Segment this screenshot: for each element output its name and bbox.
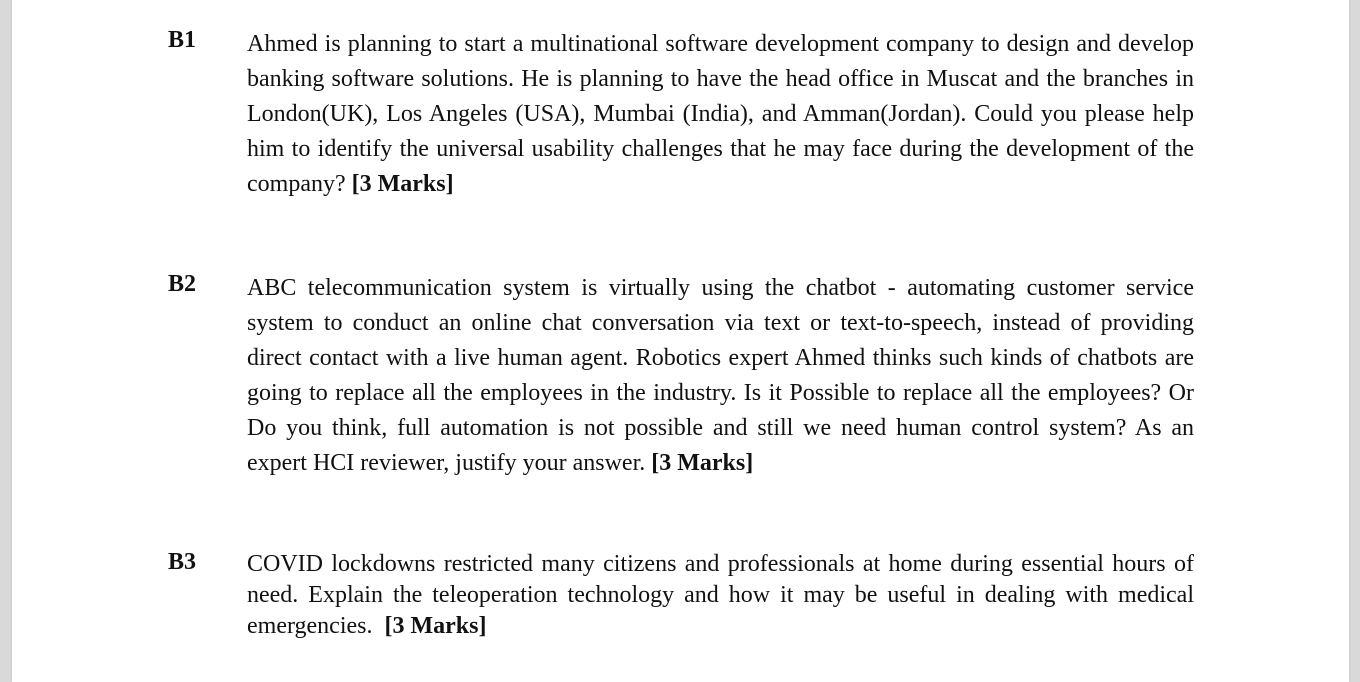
question-text: [247, 271, 1194, 481]
marks-label: [3 Marks]: [384, 613, 487, 639]
question-label: B3: [168, 549, 197, 575]
marks-label: [3 Marks]: [651, 450, 754, 476]
question-body: ABC telecommunication system is virtually using the chatbot - automating customer service system to conduct an online chat conversation via text or text-to-speech, instead of providing direct contact with a live human agent. Robotics expert Ahmed thinks such kinds of chatbots are going to replace all the employees in the industry. Is it Possible to replace all the employees? Or Do you think, full automation is not possible and still we need human control system? As an expert HCI reviewer, justify your answer.: [247, 275, 1194, 476]
question-label: B1: [168, 27, 197, 53]
marks-label: [3 Marks]: [351, 171, 454, 197]
question-text: [247, 549, 1194, 642]
question-text: [247, 27, 1194, 202]
question-body: COVID lockdowns restricted many citizens and professionals at home during essential hours of need. Explain the teleoperation technology and how it may be useful in dealing with medical emergencies.: [247, 551, 1194, 639]
question-label: B2: [168, 271, 197, 297]
question-body: Ahmed is planning to start a multinational software development company to design and develop banking software solutions. He is planning to have the head office in Muscat and the branches in London(UK), Los Angeles (USA), Mumbai (India), and Amman(Jordan). Could you please help him to identify the universal usability challenges that he may face during the development of the company?: [247, 31, 1194, 197]
document-page: [12, 0, 1349, 682]
